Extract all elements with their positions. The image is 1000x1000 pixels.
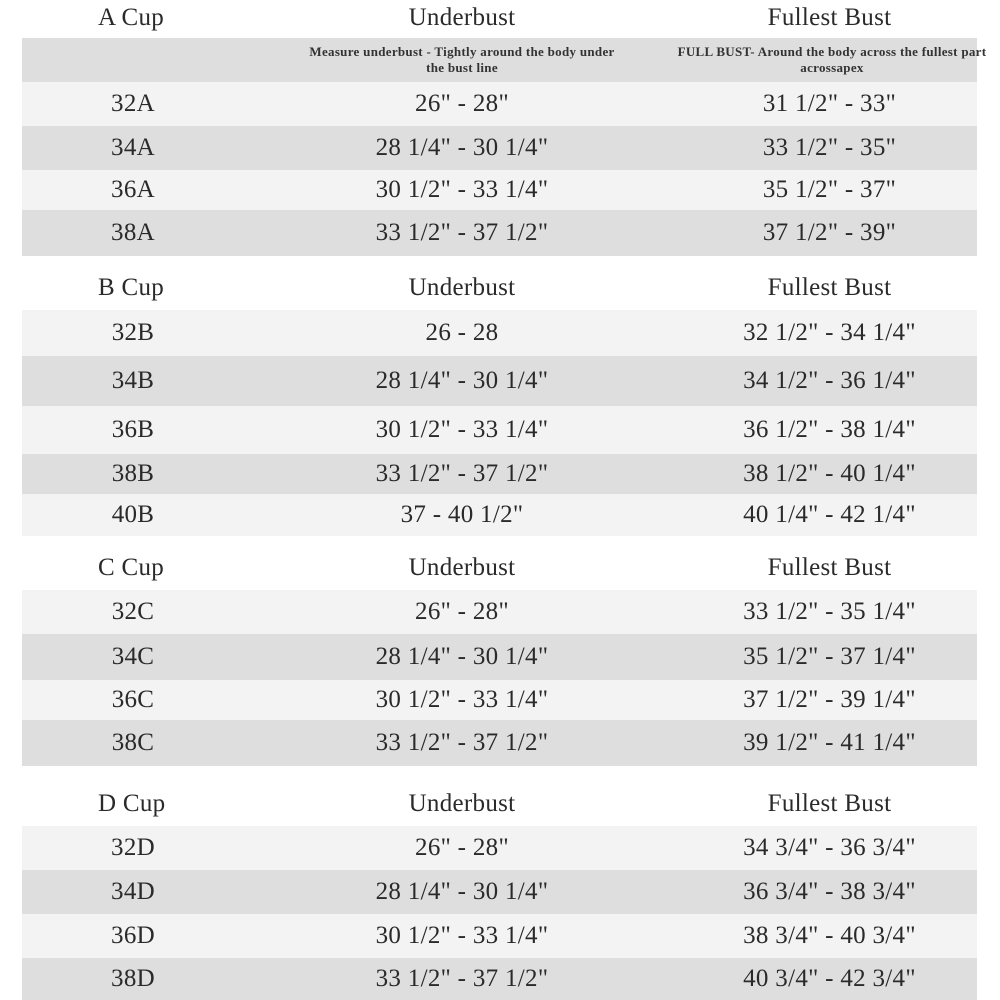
underbust-header: Underbust bbox=[408, 4, 516, 31]
table-row bbox=[22, 310, 977, 356]
fullest-bust-header: Fullest Bust bbox=[767, 4, 892, 31]
section-header-b-cup bbox=[22, 266, 977, 310]
underbust-note: Measure underbust - Tightly around the body under the bust line bbox=[309, 44, 615, 75]
fullest-bust-cell: 35 1/2" - 37" bbox=[762, 176, 897, 203]
table-row bbox=[22, 720, 977, 766]
fullest-bust-cell: 33 1/2" - 35 1/4" bbox=[743, 598, 916, 625]
cup-label: D Cup bbox=[98, 790, 166, 817]
size-cell: 32A bbox=[111, 90, 155, 117]
fullest-bust-cell: 40 1/4" - 42 1/4" bbox=[743, 501, 916, 528]
size-cell: 36B bbox=[111, 416, 155, 443]
fullest-bust-cell: 37 1/2" - 39 1/4" bbox=[743, 686, 916, 713]
table-row bbox=[22, 826, 977, 870]
size-cell: 38A bbox=[111, 219, 155, 246]
section-header-c-cup bbox=[22, 546, 977, 590]
size-cell: 38D bbox=[111, 965, 155, 992]
size-cell: 34C bbox=[111, 643, 155, 670]
underbust-cell: 26" - 28" bbox=[415, 598, 509, 625]
size-cell: 32D bbox=[111, 834, 155, 861]
size-cell: 36A bbox=[111, 176, 155, 203]
fullest-bust-header: Fullest Bust bbox=[767, 274, 892, 301]
underbust-cell: 28 1/4" - 30 1/4" bbox=[375, 878, 549, 905]
underbust-cell: 30 1/2" - 33 1/4" bbox=[375, 176, 549, 203]
cup-label: A Cup bbox=[98, 4, 165, 31]
underbust-cell: 30 1/2" - 33 1/4" bbox=[375, 686, 549, 713]
underbust-cell: 28 1/4" - 30 1/4" bbox=[375, 643, 549, 670]
size-cell: 32C bbox=[111, 598, 155, 625]
table-row bbox=[22, 634, 977, 680]
table-row bbox=[22, 590, 977, 634]
size-cell: 34B bbox=[111, 367, 155, 394]
table-row bbox=[22, 406, 977, 454]
section-header-d-cup bbox=[22, 782, 977, 826]
table-row bbox=[22, 210, 977, 256]
underbust-cell: 33 1/2" - 37 1/2" bbox=[375, 460, 549, 487]
underbust-cell: 26" - 28" bbox=[415, 834, 509, 861]
fullest-bust-cell: 39 1/2" - 41 1/4" bbox=[743, 729, 916, 756]
size-cell: 34D bbox=[111, 878, 155, 905]
underbust-cell: 26" - 28" bbox=[415, 90, 509, 117]
fullest-bust-cell: 34 1/2" - 36 1/4" bbox=[743, 367, 916, 394]
underbust-cell: 30 1/2" - 33 1/4" bbox=[375, 922, 549, 949]
table-row bbox=[22, 126, 977, 170]
size-cell: 32B bbox=[111, 319, 155, 346]
fullest-bust-cell: 31 1/2" - 33" bbox=[762, 90, 897, 117]
size-cell: 36D bbox=[111, 922, 155, 949]
underbust-cell: 26 - 28 bbox=[425, 319, 499, 346]
fullest-bust-cell: 38 3/4" - 40 3/4" bbox=[743, 922, 916, 949]
section-header-a-cup bbox=[22, 0, 977, 36]
underbust-cell: 33 1/2" - 37 1/2" bbox=[375, 219, 549, 246]
underbust-cell: 37 - 40 1/2" bbox=[400, 501, 524, 528]
size-cell: 36C bbox=[111, 686, 155, 713]
fullest-bust-cell: 33 1/2" - 35" bbox=[762, 134, 897, 161]
underbust-cell: 33 1/2" - 37 1/2" bbox=[375, 729, 549, 756]
underbust-cell: 28 1/4" - 30 1/4" bbox=[375, 134, 549, 161]
fullest-bust-cell: 36 1/2" - 38 1/4" bbox=[743, 416, 916, 443]
table-row bbox=[22, 870, 977, 914]
table-row bbox=[22, 958, 977, 1000]
cup-label: B Cup bbox=[98, 274, 165, 301]
fullest-bust-header: Fullest Bust bbox=[767, 790, 892, 817]
size-cell: 34A bbox=[111, 134, 155, 161]
underbust-header: Underbust bbox=[408, 790, 516, 817]
underbust-cell: 28 1/4" - 30 1/4" bbox=[375, 367, 549, 394]
table-row bbox=[22, 914, 977, 958]
cup-label: C Cup bbox=[98, 554, 165, 581]
fullest-bust-header: Fullest Bust bbox=[767, 554, 892, 581]
table-row bbox=[22, 170, 977, 210]
fullest-bust-cell: 38 1/2" - 40 1/4" bbox=[743, 460, 916, 487]
fullest-bust-cell: 35 1/2" - 37 1/4" bbox=[743, 643, 916, 670]
table-row bbox=[22, 494, 977, 536]
table-row bbox=[22, 356, 977, 406]
measurement-notes bbox=[22, 38, 987, 82]
size-cell: 38B bbox=[111, 460, 155, 487]
fullest-bust-note: FULL BUST- Around the body across the fullest part acrossapex bbox=[677, 44, 987, 75]
underbust-cell: 33 1/2" - 37 1/2" bbox=[375, 965, 549, 992]
table-row bbox=[22, 680, 977, 720]
underbust-header: Underbust bbox=[408, 554, 516, 581]
underbust-cell: 30 1/2" - 33 1/4" bbox=[375, 416, 549, 443]
fullest-bust-cell: 40 3/4" - 42 3/4" bbox=[743, 965, 916, 992]
table-row bbox=[22, 454, 977, 494]
size-cell: 38C bbox=[111, 729, 155, 756]
fullest-bust-cell: 37 1/2" - 39" bbox=[762, 219, 897, 246]
table-row bbox=[22, 82, 977, 126]
underbust-header: Underbust bbox=[408, 274, 516, 301]
fullest-bust-cell: 36 3/4" - 38 3/4" bbox=[743, 878, 916, 905]
size-cell: 40B bbox=[111, 501, 155, 528]
fullest-bust-cell: 34 3/4" - 36 3/4" bbox=[743, 834, 916, 861]
fullest-bust-cell: 32 1/2" - 34 1/4" bbox=[743, 319, 916, 346]
